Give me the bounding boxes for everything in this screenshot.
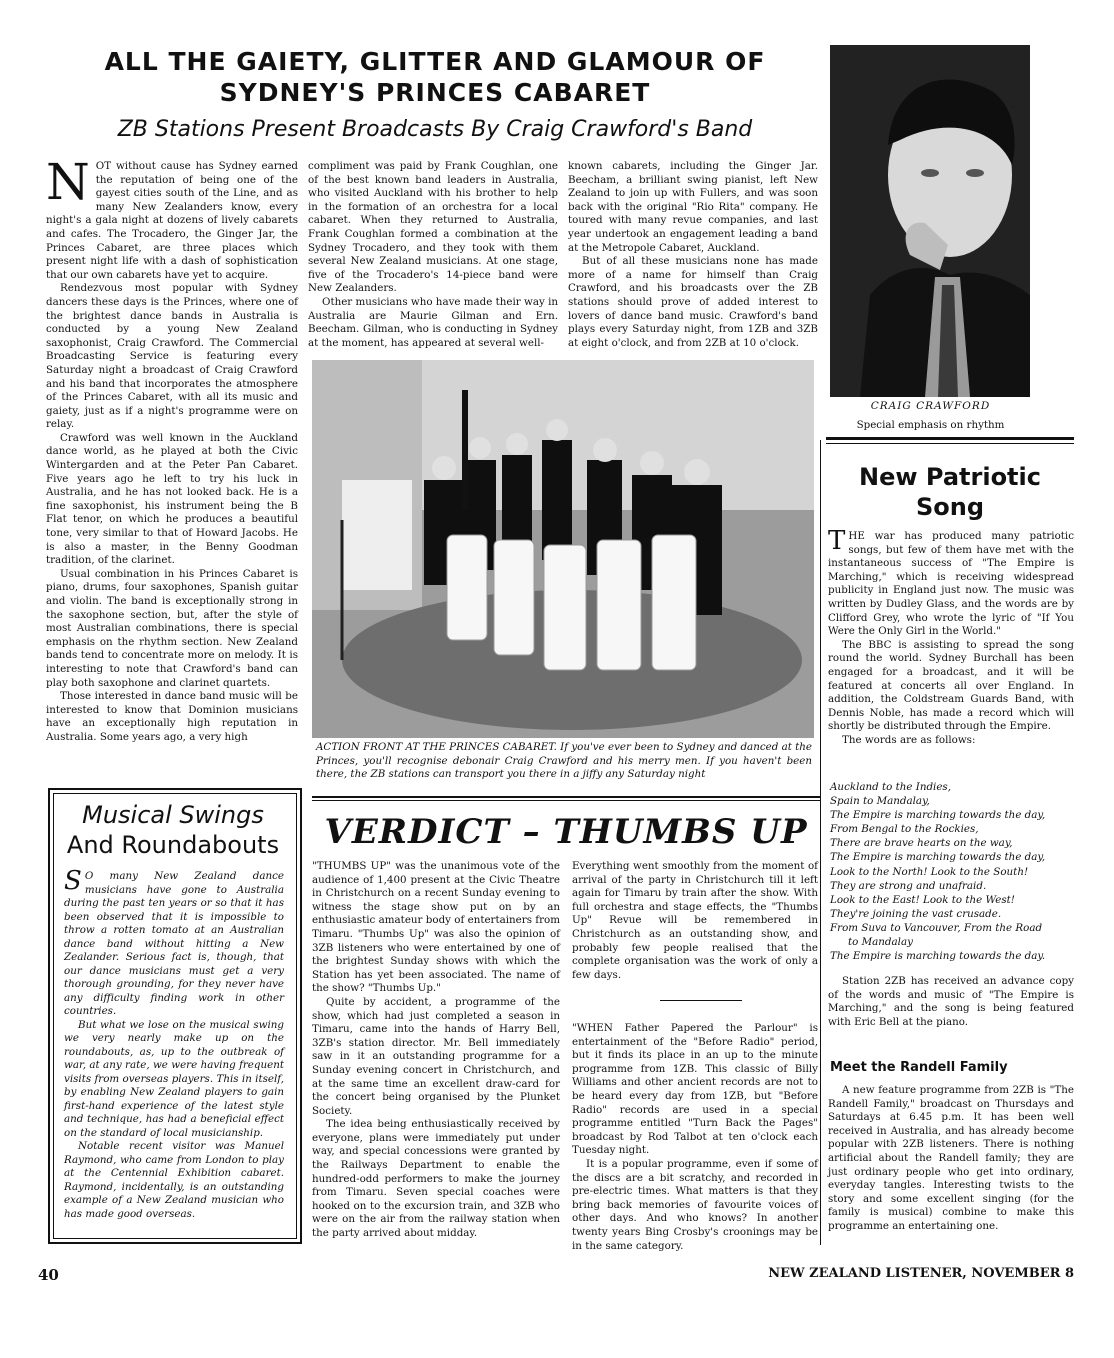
band-photo-caption: ACTION FRONT AT THE PRINCES CABARET. If you've ever been to Sydney and danced at the Princes, you'll recognise debonair Craig Crawford and his merry men. If you haven't been there, the ZB stations can transport you there in a jiffy any Saturday night [316,741,812,780]
randell-title: Meet the Randell Family [830,1060,1008,1075]
verdict-top-rule [312,796,820,798]
patriotic-p2: The BBC is assisting to spread the song round the world. Sydney Burchall has been engaged for a broadcast, and it will be featured at concerts all over England. In addition, the Coldstream Guards Band, with Dennis Noble, has made a record which will shortly be distributed through the Empire. [828,638,1074,733]
dropcap-t: T [828,526,846,556]
verdict-col1-p1: "THUMBS UP" was the unanimous vote of the audience of 1,400 present at the Civic Theatre in Christchurch on a recent Sunday evening to witness the stage show put on by an enthusiastic amateur body of entertainers from Timaru. "Thumbs Up" was also the opinion of 3ZB listeners who were entertained by one of the brightest Sunday shows with which the Station has yet been associated. The name of the show? "Thumbs Up." [312,860,560,995]
main-col1-p3: Crawford was well known in the Auckland dance world, as he played at both the Civic Wintergarden and at the Peter Pan Cabaret. Five years ago he left to try his luck in Australia, and he has not looked back. He is a fine saxophonist, his instrument being the B Flat tenor, on which he produces a beautiful tone, very similar to that of Howard Jacobs. He is also a master, in the Benny Goodman tradition, of the clarinet. [46,431,298,567]
verdict-title: VERDICT – THUMBS UP [324,812,808,852]
portrait-caption-sub: Special emphasis on rhythm [856,419,1005,431]
main-article-col1 [46,153,298,745]
poem-line: The Empire is marching towards the day. [830,950,1046,963]
main-article-col3 [568,160,818,350]
poem-line: to Mandalay [848,936,913,949]
swings-p3: Notable recent visitor was Manuel Raymond, who came from London to play at the Centennial Exhibition cabaret. Raymond, incidentally, is an outstanding example of a New Zealand musician who has made good overseas. [64,1140,284,1220]
dropcap-n: N [46,153,90,211]
parlour-p2: It is a popular programme, even if some of the discs are a bit scratchy, and recorded in pre-electric times. What matters is that they bring back memories of favourite voices of other days. And who knows? In another twenty years Bing Crosby's croonings may be in the same category. [572,1157,818,1252]
swings-p1: O many New Zealand dance musicians have gone to Australia during the past ten years or so that it has been observed that it is impossible to throw a rotten tomato at an Australian dance band without hitting a New Zealander. Serious fact is, though, that our dance musicians must get a very thorough grounding, for they never have any difficulty finding work in other countries. [64,870,284,1017]
page-number: 40 [38,1266,59,1284]
main-article-col2 [308,160,558,350]
band-photo [312,360,814,738]
musical-swings-text [64,866,284,1221]
verdict-col1-p3: The idea being enthusiastically received by everyone, plans were immediately put under way, and special concessions were granted by the Railways Department to enable the hundred-odd performers to make the journey from Timaru. Seven special coaches were hooked on to the excursion train, and 3ZB who were on the air from the railway station when the party arrived about midday. [312,1118,560,1240]
randell-text [828,1084,1074,1234]
main-col1-p2: Rendezvous most popular with Sydney dancers these days is the Princes, where one of the brightest dance bands in Australia is conducted by a young New Zealand saxophonist, Craig Crawford. The Commercial Broadcasting Service is featuring every Saturday night a broadcast of Craig Crawford and his band that incorporates the atmosphere of the Princes Cabaret, with all its music and gaiety, just as if a night's programme were on relay. [46,282,298,431]
patriotic-closing [828,975,1074,1029]
craig-crawford-portrait [830,45,1030,397]
portrait-caption-name: CRAIG CRAWFORD [870,400,991,412]
musical-swings-title-line2: And Roundabouts [66,831,280,859]
poem-line: Look to the East! Look to the West! [830,893,1015,906]
band-photo-illustration [312,360,814,738]
poem-line: They're joining the vast crusade. [830,907,1002,920]
main-col2-p1: compliment was paid by Frank Coughlan, one of the best known band leaders in Australia, who visited Auckland with his brother to help in the formation of an orchestra for a local cabaret. When they returned to Australia, Frank Coughlan formed a combination at the Sydney Trocadero, and they took with them several New Zealand musicians. At one stage, five of the Trocadero's 14-piece band were New Zealanders. [308,160,558,295]
verdict-top-rule-thin [312,800,820,801]
main-col3-p2: But of all these musicians none has made more of a name for himself than Craig Crawford, and his broadcasts over the ZB stations should prove of added interest to lovers of dance band music. Crawford's band plays every Saturday night, from 1ZB and 3ZB at eight o'clock, and from 2ZB at 10 o'clock. [568,255,818,349]
poem-line: Spain to Mandalay, [830,795,930,808]
page-headline [40,46,830,108]
poem-line: Look to the North! Look to the South! [830,865,1029,878]
page-subhead: ZB Stations Present Broadcasts By Craig Crawford's Band [117,117,753,142]
main-col2-p2: Other musicians who have made their way in Australia are Maurie Gilman and Ern. Beecham. Gilman, who is conducting in Sydney at the moment, has appeared at several well- [308,295,558,349]
poem-line: Auckland to the Indies, [830,781,951,793]
patriotic-top-rule [826,437,1074,440]
poem-line: From Suva to Vancouver, From the Road [830,921,1043,934]
patriotic-top-rule-thin [826,443,1074,444]
verdict-col2-p1: Everything went smoothly from the moment of arrival of the party in Christchurch till it left again for Timaru by train after the show. With full orchestra and stage effects, the "Thumbs Up" Revue will be remembered in Christchurch as an outstanding show, and probably few people realised that the complete organisation was the work of only a few days. [572,860,818,981]
patriotic-closing-p: Station 2ZB has received an advance copy of the words and music of "The Empire is Marching," and the song is being featured with Eric Bell at the piano. [828,975,1074,1028]
dropcap-s: S [64,866,82,896]
verdict-separator [660,1000,742,1001]
patriotic-p3: The words are as follows: [842,733,976,746]
randell-body: A new feature programme from 2ZB is "The Randell Family," broadcast on Thursdays and Saturdays at 6.45 p.m. It has been well received in Australia, and has already become popular with 2ZB listeners. There is nothing artificial about the Randell family; they are just ordinary people who get into ordinary, everyday tangles. Interesting twists to the story and some excellent singing (for the family is musical) combine to make this programme an entertaining one. [828,1084,1074,1232]
main-col1-p5: Those interested in dance band music will be interested to know that Dominion musicians have an exceptionally high reputation in Australia. Some years ago, a very high [46,690,298,743]
musical-swings-title-line1: Musical Swings [82,801,264,829]
patriotic-p1: HE war has produced many patriotic songs, but few of them have met with the instantaneous success of "The Empire is Marching," which is receiving widespread publicity in England just now. The music was written by Dudley Glass, and the words are by Clifford Grey, who wrote the lyric of "If You Were the Only Girl in the World." [828,530,1074,638]
headline-line1: ALL THE GAIETY, GLITTER AND GLAMOUR OF [104,47,766,76]
main-col1-p4: Usual combination in his Princes Cabaret is piano, drums, four saxophones, Spanish guitar and violin. The band is exceptionally strong in the saxophone section, but, after the style of most Australian combinations, there is special emphasis on the rhythm section. New Zealand bands tend to concentrate more on melody. It is interesting to note that Crawford's band can play both saxophone and clarinet quartets. [46,567,298,689]
headline-line2: SYDNEY'S PRINCES CABARET [219,78,651,107]
verdict-col2 [572,860,818,982]
right-column-rule [820,440,821,1245]
patriotic-text [828,526,1074,748]
main-col1-p1: OT without cause has Sydney earned the reputation of being one of the gayest cities south of the Line, and as many New Zealanders know, every night's a gala night at dozens of lively cabarets and cafes. The Trocadero, the Ginger Jar, the Princes Cabaret, are three places which present night life with a dash of sophistication that our own cabarets have yet to acquire. [46,160,298,281]
poem-line: They are strong and unafraid. [830,879,987,892]
publication-name: NEW ZEALAND LISTENER, NOVEMBER 8 [768,1266,1074,1281]
verdict-col1-p2: Quite by accident, a programme of the show, which had just completed a season in Timaru, came into the hands of Harry Bell, 3ZB's station director. Mr. Bell immediately saw in it an outstanding programme for a Sunday evening concert in Christchurch, and at the same time an excellent draw-card for the concert being organised by the Plunket Society. [312,995,560,1117]
parlour-article [572,1022,818,1253]
swings-p2: But what we lose on the musical swing we very nearly make up on the roundabouts, as, up to the outbreak of war, at any rate, we were having frequent visits from overseas players. This in itself, by enabling New Zealand players to gain first-hand experience of the latest style and technique, has had a beneficial effect on the standard of local musicianship. [64,1018,284,1139]
parlour-p1: "WHEN Father Papered the Parlour" is entertainment of the "Before Radio" period, but it finds its place in an up to the minute programme from 1ZB. This classic of Billy Williams and other ancient records are not to be heard every day from 1ZB, but "Before Radio" records are used in a special programme entitled "Turn Back the Pages" broadcast by Rod Talbot at ten o'clock each Tuesday night. [572,1022,818,1157]
patriotic-title-line1: New Patriotic [859,463,1041,491]
patriotic-poem [830,780,1076,963]
poem-line: From Bengal to the Rockies, [830,823,979,836]
poem-line: The Empire is marching towards the day, [830,809,1046,822]
verdict-col1 [312,860,560,1241]
main-col3-p1: known cabarets, including the Ginger Jar. Beecham, a brilliant swing pianist, left New Zealand to join up with Fullers, and was soon back with the original "Rio Rita" company. He toured with many revue companies, and last year undertook an engagement leading a band at the Metropole Cabaret, Auckland. [568,160,818,254]
poem-line: There are brave hearts on the way, [830,837,1013,850]
poem-line: The Empire is marching towards the day, [830,851,1046,864]
patriotic-title-line2: Song [915,493,985,521]
portrait-illustration [830,45,1030,397]
